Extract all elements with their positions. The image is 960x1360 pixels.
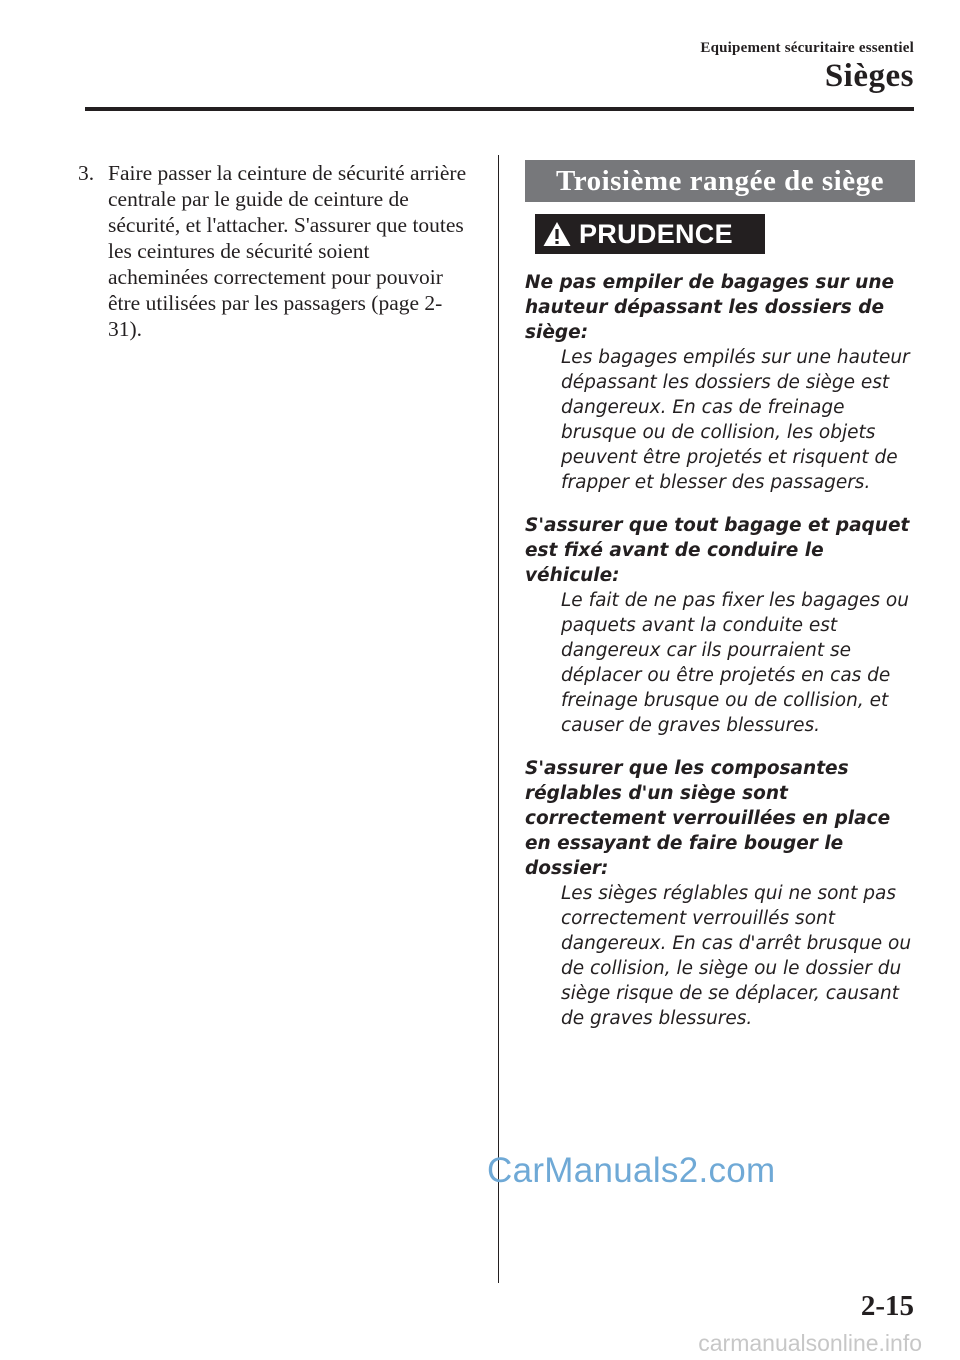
page-title: Sièges (824, 58, 914, 94)
warning-heading: S'assurer que les composantes réglables d'un siège sont correctement verrouillées en place en essayant de faire bouger le dossier: (525, 758, 891, 879)
warning-body: Les sièges réglables qui ne sont pas correctement verrouillés sont dangereux. En cas d'arrêt brusque ou de collision, le siège ou le dossier du siège risque de se déplacer, causant de graves blessures. (561, 883, 912, 1029)
warning-block (525, 270, 915, 495)
watermark-text: CarManuals2.com (487, 1151, 776, 1190)
footer-url: carmanualsonline.info (698, 1330, 922, 1356)
caution-banner (535, 214, 765, 254)
warning-heading: S'assurer que tout bagage et paquet est fixé avant de conduire le véhicule: (525, 515, 910, 586)
step-number: 3. (78, 161, 95, 185)
warning-block (525, 513, 915, 738)
warning-block (525, 756, 915, 1031)
section-heading: Troisième rangée de siège (525, 160, 915, 202)
header-section-label: Equipement sécuritaire essentiel (700, 40, 914, 56)
column-divider (498, 155, 499, 1283)
warning-body: Les bagages empilés sur une hauteur dépassant les dossiers de siège est dangereux. En cas de freinage brusque ou de collision, les objets peuvent être projetés et risquent de frapper et blesser des passagers. (561, 347, 910, 493)
page-number: 2-15 (860, 1290, 914, 1322)
header-rule (85, 107, 914, 111)
step-text: Faire passer la ceinture de sécurité arrière centrale par le guide de ceinture de sécurité, et l'attacher. S'assurer que toutes les ceintures de sécurité soient acheminées correctement pour pouvoir être utilisées par les passagers (page 2-31). (108, 161, 467, 341)
warning-icon (535, 214, 579, 254)
right-column (525, 160, 915, 1031)
caution-label: PRUDENCE (579, 218, 733, 249)
warning-heading: Ne pas empiler de bagages sur une hauteur dépassant les dossiers de siège: (525, 272, 895, 343)
warning-body: Le fait de ne pas fixer les bagages ou paquets avant la conduite est dangereux car ils pourraient se déplacer ou être projetés en cas de freinage brusque ou de collision, et causer de graves blessures. (561, 590, 909, 736)
left-column (78, 160, 473, 342)
step-item (78, 160, 473, 342)
